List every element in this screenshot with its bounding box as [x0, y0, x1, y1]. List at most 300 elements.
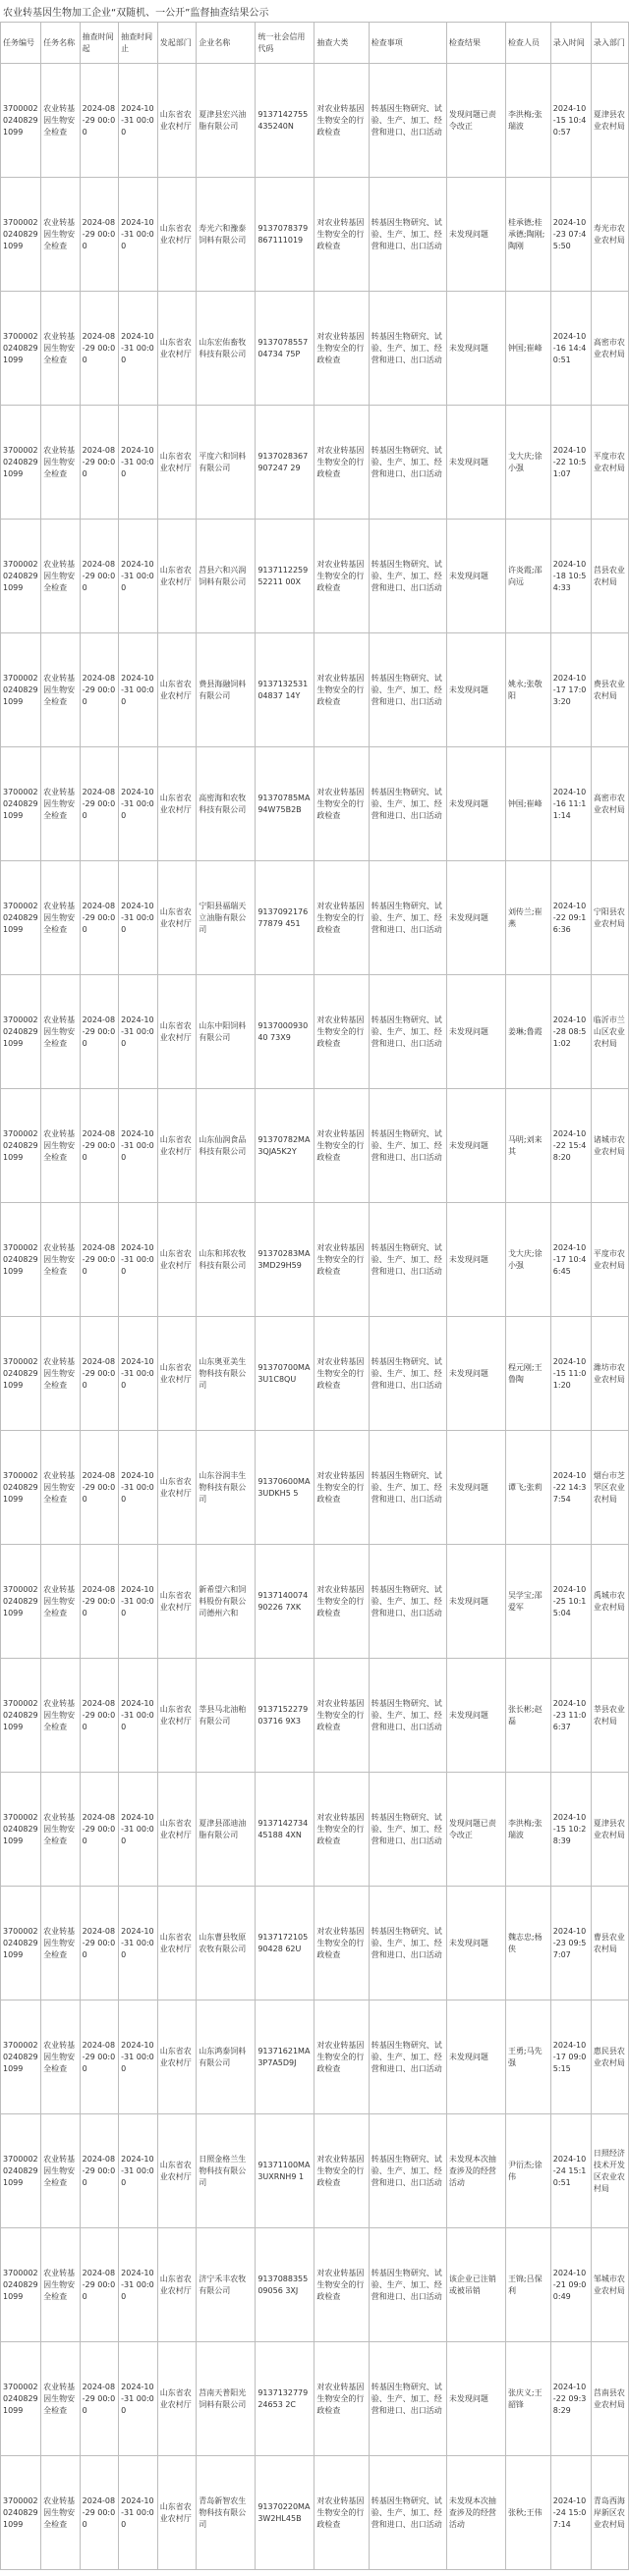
cell-credit-code: 913715227903716 9X3 — [256, 1659, 314, 1773]
cell-task-name: 农业转基因生物安全检查 — [41, 2114, 81, 2228]
cell-category: 对农业转基因生物安全的行政检查 — [314, 64, 369, 178]
cell-task-name: 农业转基因生物安全检查 — [41, 1317, 81, 1431]
cell-result: 未发现问题 — [446, 1659, 505, 1773]
column-header-inspectors: 检查人员 — [505, 23, 550, 64]
cell-task-name: 农业转基因生物安全检查 — [41, 2228, 81, 2342]
cell-result: 未发现问题 — [446, 1203, 505, 1317]
cell-inspection-item: 转基因生物研究、试验、生产、加工、经营和进口、出口活动 — [369, 1773, 446, 1887]
cell-start-time: 2024-08-29 00:00 — [80, 1431, 119, 1545]
cell-inspectors: 张庆义;王韶锋 — [505, 2342, 550, 2456]
cell-end-time: 2024-10-31 00:00 — [119, 1431, 158, 1545]
cell-inspection-item: 转基因生物研究、试验、生产、加工、经营和进口、出口活动 — [369, 1203, 446, 1317]
cell-start-time: 2024-08-29 00:00 — [80, 747, 119, 861]
cell-result: 未发现问题 — [446, 1545, 505, 1659]
cell-category: 对农业转基因生物安全的行政检查 — [314, 975, 369, 1089]
cell-task-name: 农业转基因生物安全检查 — [41, 1887, 81, 2001]
cell-inspection-item: 转基因生物研究、试验、生产、加工、经营和进口、出口活动 — [369, 1089, 446, 1203]
column-header-category: 抽查大类 — [314, 23, 369, 64]
cell-entry-time: 2024-10-15 11:01:20 — [550, 1317, 591, 1431]
cell-start-time: 2024-08-29 00:00 — [80, 520, 119, 633]
cell-entry-dept: 禹城市农业农村局 — [591, 1545, 628, 1659]
cell-credit-code: 913700093040 73X9 — [256, 975, 314, 1089]
table-row — [1, 292, 629, 406]
cell-initiator: 山东省农业农村厅 — [157, 1773, 197, 1887]
cell-credit-code: 913713277924653 2C — [256, 2342, 314, 2456]
cell-inspectors: 戈大庆;徐小强 — [505, 1203, 550, 1317]
cell-task-id: 370000202408291099 — [1, 861, 41, 975]
cell-task-name: 农业转基因生物安全检查 — [41, 1431, 81, 1545]
cell-inspectors: 姜琳;鲁霞 — [505, 975, 550, 1089]
cell-start-time: 2024-08-29 00:00 — [80, 1203, 119, 1317]
cell-entry-dept: 惠民县农业农村局 — [591, 2001, 628, 2114]
cell-inspectors: 程元刚;王鲁陶 — [505, 1317, 550, 1431]
cell-entry-dept: 诸城市农业农村局 — [591, 1089, 628, 1203]
cell-initiator: 山东省农业农村厅 — [157, 1659, 197, 1773]
cell-inspectors: 许炎霞;邵向远 — [505, 520, 550, 633]
cell-category: 对农业转基因生物安全的行政检查 — [314, 747, 369, 861]
cell-inspectors: 戈大庆;徐小强 — [505, 406, 550, 520]
cell-start-time: 2024-08-29 00:00 — [80, 2001, 119, 2114]
cell-task-id: 370000202408291099 — [1, 1887, 41, 2001]
cell-entry-time: 2024-10-22 09:38:29 — [550, 2342, 591, 2456]
column-header-inspection-item: 检查事项 — [369, 23, 446, 64]
cell-end-time: 2024-10-31 00:00 — [119, 1773, 158, 1887]
cell-company-name: 山东鸿泰饲料有限公司 — [197, 2001, 256, 2114]
cell-inspectors: 桂承德;桂承德;陶刚;陶刚 — [505, 178, 550, 292]
column-header-initiator: 发起部门 — [157, 23, 197, 64]
cell-inspection-item: 转基因生物研究、试验、生产、加工、经营和进口、出口活动 — [369, 292, 446, 406]
cell-inspectors: 谭飞;张莉 — [505, 1431, 550, 1545]
cell-start-time: 2024-08-29 00:00 — [80, 292, 119, 406]
cell-company-name: 费县海融饲料有限公司 — [197, 633, 256, 747]
cell-credit-code: 913707855704734 75P — [256, 292, 314, 406]
cell-task-name: 农业转基因生物安全检查 — [41, 861, 81, 975]
cell-inspectors: 李洪梅;张瑞波 — [505, 64, 550, 178]
cell-task-id: 370000202408291099 — [1, 1089, 41, 1203]
table-row — [1, 2228, 629, 2342]
cell-start-time: 2024-08-29 00:00 — [80, 2342, 119, 2456]
cell-entry-time: 2024-10-24 15:07:14 — [550, 2456, 591, 2570]
cell-task-id: 370000202408291099 — [1, 1659, 41, 1773]
cell-initiator: 山东省农业农村厅 — [157, 520, 197, 633]
cell-result: 该企业已注销或被吊销 — [446, 2228, 505, 2342]
cell-entry-dept: 夏津县农业农村局 — [591, 64, 628, 178]
cell-task-id: 370000202408291099 — [1, 2001, 41, 2114]
cell-company-name: 山东曹县牧原农牧有限公司 — [197, 1887, 256, 2001]
cell-task-id: 370000202408291099 — [1, 975, 41, 1089]
cell-task-id: 370000202408291099 — [1, 1317, 41, 1431]
cell-task-name: 农业转基因生物安全检查 — [41, 975, 81, 1089]
cell-result: 发现问题已责令改正 — [446, 1773, 505, 1887]
cell-credit-code: 9137078379867111019 — [256, 178, 314, 292]
cell-category: 对农业转基因生物安全的行政检查 — [314, 2114, 369, 2228]
cell-category: 对农业转基因生物安全的行政检查 — [314, 1887, 369, 2001]
cell-entry-time: 2024-10-15 10:40:57 — [550, 64, 591, 178]
cell-entry-dept: 曹县农业农村局 — [591, 1887, 628, 2001]
cell-category: 对农业转基因生物安全的行政检查 — [314, 1773, 369, 1887]
table-row — [1, 1203, 629, 1317]
cell-inspection-item: 转基因生物研究、试验、生产、加工、经营和进口、出口活动 — [369, 1887, 446, 2001]
cell-initiator: 山东省农业农村厅 — [157, 1545, 197, 1659]
cell-initiator: 山东省农业农村厅 — [157, 2001, 197, 2114]
cell-inspection-item: 转基因生物研究、试验、生产、加工、经营和进口、出口活动 — [369, 520, 446, 633]
cell-task-id: 370000202408291099 — [1, 178, 41, 292]
cell-end-time: 2024-10-31 00:00 — [119, 64, 158, 178]
cell-task-id: 370000202408291099 — [1, 1773, 41, 1887]
cell-company-name: 夏津县邵迪油脂有限公司 — [197, 1773, 256, 1887]
table-row — [1, 633, 629, 747]
cell-category: 对农业转基因生物安全的行政检查 — [314, 1545, 369, 1659]
table-row — [1, 2114, 629, 2228]
cell-entry-dept: 高密市农业农村局 — [591, 747, 628, 861]
cell-inspection-item: 转基因生物研究、试验、生产、加工、经营和进口、出口活动 — [369, 2342, 446, 2456]
cell-end-time: 2024-10-31 00:00 — [119, 2001, 158, 2114]
cell-entry-dept: 宁阳县农业农村局 — [591, 861, 628, 975]
cell-entry-dept: 临沂市兰山区农业农村局 — [591, 975, 628, 1089]
cell-result: 未发现问题 — [446, 1887, 505, 2001]
cell-entry-dept: 潍坊市农业农村局 — [591, 1317, 628, 1431]
cell-company-name: 山东和邦农牧科技有限公司 — [197, 1203, 256, 1317]
cell-task-name: 农业转基因生物安全检查 — [41, 2001, 81, 2114]
cell-initiator: 山东省农业农村厅 — [157, 1431, 197, 1545]
cell-start-time: 2024-08-29 00:00 — [80, 64, 119, 178]
cell-result: 未发现问题 — [446, 1317, 505, 1431]
table-row — [1, 2342, 629, 2456]
cell-start-time: 2024-08-29 00:00 — [80, 1317, 119, 1431]
cell-entry-time: 2024-10-23 11:06:37 — [550, 1659, 591, 1773]
cell-credit-code: 913714007490226 7XK — [256, 1545, 314, 1659]
cell-task-id: 370000202408291099 — [1, 406, 41, 520]
cell-category: 对农业转基因生物安全的行政检查 — [314, 1089, 369, 1203]
table-row — [1, 1887, 629, 2001]
cell-inspectors: 钟国;崔峰 — [505, 292, 550, 406]
cell-task-id: 370000202408291099 — [1, 2228, 41, 2342]
cell-task-id: 370000202408291099 — [1, 1545, 41, 1659]
cell-task-name: 农业转基因生物安全检查 — [41, 633, 81, 747]
cell-inspectors: 尹衍杰;徐伟 — [505, 2114, 550, 2228]
cell-entry-time: 2024-10-16 11:11:14 — [550, 747, 591, 861]
cell-task-name: 农业转基因生物安全检查 — [41, 1773, 81, 1887]
cell-task-name: 农业转基因生物安全检查 — [41, 406, 81, 520]
table-row — [1, 975, 629, 1089]
cell-credit-code: 91371621MA3P7A5D9J — [256, 2001, 314, 2114]
cell-start-time: 2024-08-29 00:00 — [80, 406, 119, 520]
cell-result: 发现问题已责令改正 — [446, 64, 505, 178]
cell-initiator: 山东省农业农村厅 — [157, 975, 197, 1089]
table-row — [1, 520, 629, 633]
cell-task-name: 农业转基因生物安全检查 — [41, 292, 81, 406]
cell-entry-dept: 莒县农业农村局 — [591, 520, 628, 633]
cell-inspectors: 张秋;王伟 — [505, 2456, 550, 2570]
cell-initiator: 山东省农业农村厅 — [157, 1203, 197, 1317]
cell-task-id: 370000202408291099 — [1, 1203, 41, 1317]
table-row — [1, 1431, 629, 1545]
cell-company-name: 寿光六和豫泰饲料有限公司 — [197, 178, 256, 292]
cell-inspection-item: 转基因生物研究、试验、生产、加工、经营和进口、出口活动 — [369, 2456, 446, 2570]
cell-entry-time: 2024-10-25 10:15:04 — [550, 1545, 591, 1659]
cell-start-time: 2024-08-29 00:00 — [80, 2228, 119, 2342]
column-header-task-name: 任务名称 — [41, 23, 81, 64]
cell-result: 未发现问题 — [446, 633, 505, 747]
cell-category: 对农业转基因生物安全的行政检查 — [314, 292, 369, 406]
cell-company-name: 山东宏佑畜牧科技有限公司 — [197, 292, 256, 406]
cell-category: 对农业转基因生物安全的行政检查 — [314, 406, 369, 520]
cell-company-name: 济宁禾丰农牧有限公司 — [197, 2228, 256, 2342]
cell-category: 对农业转基因生物安全的行政检查 — [314, 861, 369, 975]
cell-task-name: 农业转基因生物安全检查 — [41, 1089, 81, 1203]
cell-inspection-item: 转基因生物研究、试验、生产、加工、经营和进口、出口活动 — [369, 1659, 446, 1773]
cell-initiator: 山东省农业农村厅 — [157, 747, 197, 861]
cell-inspection-item: 转基因生物研究、试验、生产、加工、经营和进口、出口活动 — [369, 178, 446, 292]
cell-entry-time: 2024-10-21 09:00:49 — [550, 2228, 591, 2342]
cell-task-name: 农业转基因生物安全检查 — [41, 2456, 81, 2570]
cell-company-name: 山东谷润丰生物科技有限公司 — [197, 1431, 256, 1545]
cell-entry-dept: 莘县农业农村局 — [591, 1659, 628, 1773]
cell-credit-code: 91370785MA94W75B2B — [256, 747, 314, 861]
table-body — [1, 64, 629, 2570]
cell-task-id: 370000202408291099 — [1, 64, 41, 178]
cell-end-time: 2024-10-31 00:00 — [119, 1203, 158, 1317]
cell-company-name: 山东中阳饲料有限公司 — [197, 975, 256, 1089]
cell-category: 对农业转基因生物安全的行政检查 — [314, 633, 369, 747]
cell-entry-time: 2024-10-22 15:48:20 — [550, 1089, 591, 1203]
cell-end-time: 2024-10-31 00:00 — [119, 2342, 158, 2456]
column-header-credit-code: 统一社会信用代码 — [256, 23, 314, 64]
cell-end-time: 2024-10-31 00:00 — [119, 1887, 158, 2001]
cell-inspectors: 张长彬;赵磊 — [505, 1659, 550, 1773]
cell-end-time: 2024-10-31 00:00 — [119, 1317, 158, 1431]
cell-initiator: 山东省农业农村厅 — [157, 1887, 197, 2001]
cell-inspection-item: 转基因生物研究、试验、生产、加工、经营和进口、出口活动 — [369, 1545, 446, 1659]
cell-result: 未发现问题 — [446, 861, 505, 975]
cell-inspectors: 魏志忠;杨侠 — [505, 1887, 550, 2001]
cell-start-time: 2024-08-29 00:00 — [80, 2456, 119, 2570]
table-row — [1, 2001, 629, 2114]
cell-company-name: 新希望六和饲料股份有限公司德州六和 — [197, 1545, 256, 1659]
cell-company-name: 莒南天普阳光饲料有限公司 — [197, 2342, 256, 2456]
cell-inspection-item: 转基因生物研究、试验、生产、加工、经营和进口、出口活动 — [369, 1431, 446, 1545]
cell-start-time: 2024-08-29 00:00 — [80, 975, 119, 1089]
table-row — [1, 406, 629, 520]
table-row — [1, 861, 629, 975]
cell-start-time: 2024-08-29 00:00 — [80, 1887, 119, 2001]
cell-category: 对农业转基因生物安全的行政检查 — [314, 1317, 369, 1431]
cell-result: 未发现问题 — [446, 747, 505, 861]
cell-company-name: 宁阳县福瑞天立油脂有限公司 — [197, 861, 256, 975]
cell-initiator: 山东省农业农村厅 — [157, 406, 197, 520]
cell-result: 未发现问题 — [446, 2342, 505, 2456]
cell-credit-code: 91370782MA3QJA5K2Y — [256, 1089, 314, 1203]
cell-credit-code: 9137142755435240N — [256, 64, 314, 178]
cell-initiator: 山东省农业农村厅 — [157, 2114, 197, 2228]
cell-task-id: 370000202408291099 — [1, 2114, 41, 2228]
cell-company-name: 平度六和饲料有限公司 — [197, 406, 256, 520]
cell-start-time: 2024-08-29 00:00 — [80, 1545, 119, 1659]
cell-category: 对农业转基因生物安全的行政检查 — [314, 178, 369, 292]
cell-entry-dept: 高密市农业农村局 — [591, 292, 628, 406]
cell-inspection-item: 转基因生物研究、试验、生产、加工、经营和进口、出口活动 — [369, 406, 446, 520]
cell-category: 对农业转基因生物安全的行政检查 — [314, 2456, 369, 2570]
cell-entry-dept: 日照经济技术开发区农业农村局 — [591, 2114, 628, 2228]
cell-entry-dept: 邹城市农业农村局 — [591, 2228, 628, 2342]
cell-entry-dept: 寿光市农业农村局 — [591, 178, 628, 292]
cell-inspectors: 吴学宝;邵爱军 — [505, 1545, 550, 1659]
cell-credit-code: 91370220MA3W2HL45B — [256, 2456, 314, 2570]
cell-task-id: 370000202408291099 — [1, 2342, 41, 2456]
cell-entry-dept: 费县农业农村局 — [591, 633, 628, 747]
table-row — [1, 2456, 629, 2570]
cell-entry-time: 2024-10-28 08:51:02 — [550, 975, 591, 1089]
cell-task-name: 农业转基因生物安全检查 — [41, 178, 81, 292]
cell-result: 未发现问题 — [446, 406, 505, 520]
cell-inspectors: 王锦;吕保利 — [505, 2228, 550, 2342]
cell-credit-code: 91370700MA3U1C8QU — [256, 1317, 314, 1431]
cell-end-time: 2024-10-31 00:00 — [119, 2114, 158, 2228]
table-row — [1, 747, 629, 861]
cell-credit-code: 913711225952211 00X — [256, 520, 314, 633]
cell-result: 未发现问题 — [446, 178, 505, 292]
cell-task-name: 农业转基因生物安全检查 — [41, 1659, 81, 1773]
cell-start-time: 2024-08-29 00:00 — [80, 1089, 119, 1203]
cell-category: 对农业转基因生物安全的行政检查 — [314, 1431, 369, 1545]
column-header-task-id: 任务编号 — [1, 23, 41, 64]
cell-end-time: 2024-10-31 00:00 — [119, 1089, 158, 1203]
cell-entry-dept: 莒南县农业农村局 — [591, 2342, 628, 2456]
column-header-entry-dept: 录入部门 — [591, 23, 628, 64]
table-row — [1, 64, 629, 178]
cell-end-time: 2024-10-31 00:00 — [119, 178, 158, 292]
cell-result: 未发现问题 — [446, 2001, 505, 2114]
cell-result: 未发现问题 — [446, 1431, 505, 1545]
cell-inspectors: 钟国;崔峰 — [505, 747, 550, 861]
cell-company-name: 日照金格兰生物科技有限公司 — [197, 2114, 256, 2228]
cell-company-name: 山东仙润食品科技有限公司 — [197, 1089, 256, 1203]
cell-task-id: 370000202408291099 — [1, 2456, 41, 2570]
cell-result: 未发现本次抽查涉及的经营活动 — [446, 2114, 505, 2228]
cell-initiator: 山东省农业农村厅 — [157, 178, 197, 292]
cell-entry-time: 2024-10-22 14:37:54 — [550, 1431, 591, 1545]
cell-start-time: 2024-08-29 00:00 — [80, 178, 119, 292]
cell-entry-dept: 烟台市芝罘区农业农村局 — [591, 1431, 628, 1545]
cell-task-id: 370000202408291099 — [1, 292, 41, 406]
column-header-entry-time: 录入时间 — [550, 23, 591, 64]
cell-result: 未发现问题 — [446, 292, 505, 406]
cell-entry-time: 2024-10-23 09:57:07 — [550, 1887, 591, 2001]
column-header-start-time: 抽查时间起 — [80, 23, 119, 64]
cell-category: 对农业转基因生物安全的行政检查 — [314, 520, 369, 633]
table-header-row — [1, 23, 629, 64]
cell-end-time: 2024-10-31 00:00 — [119, 747, 158, 861]
cell-category: 对农业转基因生物安全的行政检查 — [314, 1203, 369, 1317]
results-table — [0, 22, 629, 2570]
cell-inspection-item: 转基因生物研究、试验、生产、加工、经营和进口、出口活动 — [369, 2001, 446, 2114]
cell-company-name: 莒县六和兴润饲料有限公司 — [197, 520, 256, 633]
table-row — [1, 1659, 629, 1773]
cell-category: 对农业转基因生物安全的行政检查 — [314, 2001, 369, 2114]
cell-entry-dept: 平度市农业农村局 — [591, 406, 628, 520]
cell-inspection-item: 转基因生物研究、试验、生产、加工、经营和进口、出口活动 — [369, 1317, 446, 1431]
cell-start-time: 2024-08-29 00:00 — [80, 633, 119, 747]
cell-company-name: 莘县马北油粕有限公司 — [197, 1659, 256, 1773]
cell-inspection-item: 转基因生物研究、试验、生产、加工、经营和进口、出口活动 — [369, 861, 446, 975]
cell-end-time: 2024-10-31 00:00 — [119, 1545, 158, 1659]
cell-inspection-item: 转基因生物研究、试验、生产、加工、经营和进口、出口活动 — [369, 2114, 446, 2228]
cell-entry-time: 2024-10-24 15:10:51 — [550, 2114, 591, 2228]
table-row — [1, 1773, 629, 1887]
cell-inspection-item: 转基因生物研究、试验、生产、加工、经营和进口、出口活动 — [369, 633, 446, 747]
cell-end-time: 2024-10-31 00:00 — [119, 406, 158, 520]
cell-category: 对农业转基因生物安全的行政检查 — [314, 2342, 369, 2456]
cell-initiator: 山东省农业农村厅 — [157, 2456, 197, 2570]
cell-initiator: 山东省农业农村厅 — [157, 292, 197, 406]
cell-company-name: 高密海和农牧科技有限公司 — [197, 747, 256, 861]
cell-initiator: 山东省农业农村厅 — [157, 2228, 197, 2342]
cell-initiator: 山东省农业农村厅 — [157, 861, 197, 975]
page-title: 农业转基因生物加工企业“双随机、一公开”监督抽查结果公示 — [3, 8, 269, 19]
table-row — [1, 1089, 629, 1203]
table-row — [1, 1317, 629, 1431]
cell-entry-time: 2024-10-22 10:51:07 — [550, 406, 591, 520]
cell-task-name: 农业转基因生物安全检查 — [41, 1203, 81, 1317]
cell-task-id: 370000202408291099 — [1, 633, 41, 747]
cell-inspection-item: 转基因生物研究、试验、生产、加工、经营和进口、出口活动 — [369, 64, 446, 178]
column-header-end-time: 抽查时间止 — [119, 23, 158, 64]
cell-end-time: 2024-10-31 00:00 — [119, 292, 158, 406]
cell-entry-time: 2024-10-17 10:46:45 — [550, 1203, 591, 1317]
cell-entry-time: 2024-10-16 14:40:51 — [550, 292, 591, 406]
cell-inspectors: 姚永;张敬阳 — [505, 633, 550, 747]
cell-inspection-item: 转基因生物研究、试验、生产、加工、经营和进口、出口活动 — [369, 975, 446, 1089]
cell-company-name: 青岛新智农生物科技有限公司 — [197, 2456, 256, 2570]
cell-end-time: 2024-10-31 00:00 — [119, 1659, 158, 1773]
cell-credit-code: 91370283MA3MD29H59 — [256, 1203, 314, 1317]
cell-result: 未发现问题 — [446, 975, 505, 1089]
cell-category: 对农业转基因生物安全的行政检查 — [314, 2228, 369, 2342]
cell-initiator: 山东省农业农村厅 — [157, 1089, 197, 1203]
cell-initiator: 山东省农业农村厅 — [157, 64, 197, 178]
cell-task-name: 农业转基因生物安全检查 — [41, 2342, 81, 2456]
cell-initiator: 山东省农业农村厅 — [157, 2342, 197, 2456]
cell-result: 未发现问题 — [446, 520, 505, 633]
cell-credit-code: 913714273445188 4XN — [256, 1773, 314, 1887]
cell-start-time: 2024-08-29 00:00 — [80, 1773, 119, 1887]
cell-end-time: 2024-10-31 00:00 — [119, 975, 158, 1089]
cell-entry-time: 2024-10-22 09:16:36 — [550, 861, 591, 975]
cell-task-name: 农业转基因生物安全检查 — [41, 64, 81, 178]
cell-credit-code: 913708835509056 3XJ — [256, 2228, 314, 2342]
cell-entry-time: 2024-10-15 10:28:39 — [550, 1773, 591, 1887]
cell-entry-time: 2024-10-23 07:45:50 — [550, 178, 591, 292]
cell-entry-dept: 夏津县农业农村局 — [591, 1773, 628, 1887]
cell-end-time: 2024-10-31 00:00 — [119, 861, 158, 975]
cell-start-time: 2024-08-29 00:00 — [80, 2114, 119, 2228]
cell-end-time: 2024-10-31 00:00 — [119, 2456, 158, 2570]
table-row — [1, 178, 629, 292]
cell-company-name: 山东奥亚美生物科技有限公司 — [197, 1317, 256, 1431]
cell-inspection-item: 转基因生物研究、试验、生产、加工、经营和进口、出口活动 — [369, 747, 446, 861]
cell-result: 未发现问题 — [446, 1089, 505, 1203]
cell-task-name: 农业转基因生物安全检查 — [41, 747, 81, 861]
cell-entry-dept: 平度市农业农村局 — [591, 1203, 628, 1317]
cell-credit-code: 9137028367907247 29 — [256, 406, 314, 520]
cell-task-id: 370000202408291099 — [1, 520, 41, 633]
cell-end-time: 2024-10-31 00:00 — [119, 2228, 158, 2342]
cell-inspectors: 刘传兰;崔燕 — [505, 861, 550, 975]
cell-entry-time: 2024-10-17 09:05:15 — [550, 2001, 591, 2114]
cell-inspectors: 王勇;马先强 — [505, 2001, 550, 2114]
cell-task-id: 370000202408291099 — [1, 747, 41, 861]
cell-start-time: 2024-08-29 00:00 — [80, 861, 119, 975]
